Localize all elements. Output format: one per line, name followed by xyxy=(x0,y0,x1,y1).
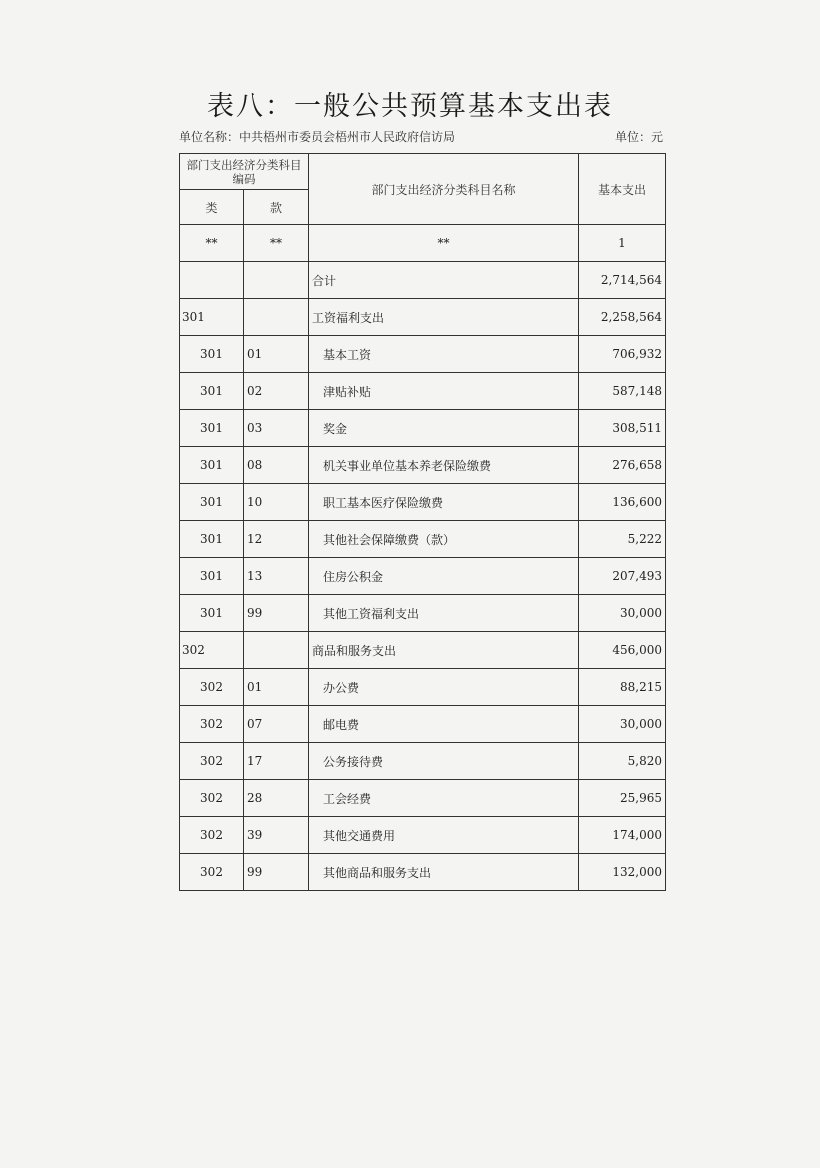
cell-name: 公务接待费 xyxy=(309,743,579,780)
cell-kuan: 12 xyxy=(244,521,309,558)
cell-amount: 587,148 xyxy=(579,373,666,410)
table-row xyxy=(180,669,666,706)
cell-name: 其他交通费用 xyxy=(309,817,579,854)
cell-amount: 308,511 xyxy=(579,410,666,447)
table-row xyxy=(180,410,666,447)
cell-lei: 301 xyxy=(180,373,244,410)
cell-kuan: 28 xyxy=(244,780,309,817)
cell-amount: 136,600 xyxy=(579,484,666,521)
header-kuan: 款 xyxy=(244,190,309,225)
cell-name: 办公费 xyxy=(309,669,579,706)
page-title: 表八：一般公共预算基本支出表 xyxy=(207,91,613,122)
cell-kuan: 03 xyxy=(244,410,309,447)
cell-kuan: 39 xyxy=(244,817,309,854)
table-row xyxy=(180,780,666,817)
table-row xyxy=(180,817,666,854)
cell-lei: 301 xyxy=(180,558,244,595)
cell-amount: 174,000 xyxy=(579,817,666,854)
cell-kuan: 99 xyxy=(244,854,309,891)
cell-amount: 2,714,564 xyxy=(579,262,666,299)
table-row xyxy=(180,854,666,891)
cell-amount: 456,000 xyxy=(579,632,666,669)
table-row xyxy=(180,336,666,373)
cell-amount: 30,000 xyxy=(579,595,666,632)
cell-name: 机关事业单位基本养老保险缴费 xyxy=(309,447,579,484)
cell-name: 奖金 xyxy=(309,410,579,447)
unit-name-value: 中共梧州市委员会梧州市人民政府信访局 xyxy=(239,130,456,144)
table-row xyxy=(180,595,666,632)
cell-kuan: 10 xyxy=(244,484,309,521)
marker-kuan: ** xyxy=(244,225,309,262)
cell-lei: 302 xyxy=(180,706,244,743)
document-meta xyxy=(179,128,663,145)
cell-name: 商品和服务支出 xyxy=(309,632,579,669)
cell-kuan: 17 xyxy=(244,743,309,780)
cell-kuan: 08 xyxy=(244,447,309,484)
cell-lei: 301 xyxy=(180,299,244,336)
cell-amount: 25,965 xyxy=(579,780,666,817)
cell-lei: 302 xyxy=(180,669,244,706)
header-lei: 类 xyxy=(180,190,244,225)
cell-lei: 301 xyxy=(180,447,244,484)
table-row xyxy=(180,558,666,595)
cell-lei xyxy=(180,262,244,299)
cell-name: 津贴补贴 xyxy=(309,373,579,410)
header-name: 部门支出经济分类科目名称 xyxy=(309,154,579,225)
cell-amount: 706,932 xyxy=(579,336,666,373)
header-amount: 基本支出 xyxy=(579,154,666,225)
cell-lei: 301 xyxy=(180,521,244,558)
table-row xyxy=(180,706,666,743)
cell-name: 其他工资福利支出 xyxy=(309,595,579,632)
cell-name: 基本工资 xyxy=(309,336,579,373)
currency-unit: 单位：元 xyxy=(614,130,663,144)
cell-kuan: 01 xyxy=(244,669,309,706)
unit-name-label: 单位名称： xyxy=(179,130,240,144)
cell-name: 工资福利支出 xyxy=(309,299,579,336)
cell-lei: 301 xyxy=(180,410,244,447)
cell-lei: 302 xyxy=(180,817,244,854)
cell-name: 职工基本医疗保险缴费 xyxy=(309,484,579,521)
cell-name: 邮电费 xyxy=(309,706,579,743)
cell-kuan: 02 xyxy=(244,373,309,410)
table-row xyxy=(180,262,666,299)
cell-kuan xyxy=(244,632,309,669)
cell-lei: 301 xyxy=(180,484,244,521)
table-row xyxy=(180,373,666,410)
marker-lei: ** xyxy=(180,225,244,262)
cell-lei: 301 xyxy=(180,595,244,632)
cell-lei: 302 xyxy=(180,632,244,669)
header-code-group: 部门支出经济分类科目编码 xyxy=(180,154,309,190)
cell-kuan: 13 xyxy=(244,558,309,595)
cell-amount: 5,222 xyxy=(579,521,666,558)
table-row xyxy=(180,484,666,521)
cell-name: 工会经费 xyxy=(309,780,579,817)
cell-lei: 302 xyxy=(180,743,244,780)
table-row xyxy=(180,299,666,336)
table-row xyxy=(180,447,666,484)
cell-amount: 132,000 xyxy=(579,854,666,891)
cell-kuan: 07 xyxy=(244,706,309,743)
cell-lei: 302 xyxy=(180,854,244,891)
cell-amount: 2,258,564 xyxy=(579,299,666,336)
table-row xyxy=(180,521,666,558)
cell-name: 住房公积金 xyxy=(309,558,579,595)
cell-amount: 5,820 xyxy=(579,743,666,780)
cell-kuan: 01 xyxy=(244,336,309,373)
cell-kuan: 99 xyxy=(244,595,309,632)
cell-lei: 301 xyxy=(180,336,244,373)
table-row xyxy=(180,632,666,669)
budget-table xyxy=(179,153,666,891)
cell-amount: 207,493 xyxy=(579,558,666,595)
cell-amount: 276,658 xyxy=(579,447,666,484)
cell-name: 合计 xyxy=(309,262,579,299)
cell-lei: 302 xyxy=(180,780,244,817)
cell-name: 其他社会保障缴费（款） xyxy=(309,521,579,558)
marker-name: ** xyxy=(309,225,579,262)
cell-kuan xyxy=(244,299,309,336)
marker-amount: 1 xyxy=(579,225,666,262)
table-row xyxy=(180,743,666,780)
cell-name: 其他商品和服务支出 xyxy=(309,854,579,891)
cell-amount: 88,215 xyxy=(579,669,666,706)
marker-row xyxy=(180,225,666,262)
cell-kuan xyxy=(244,262,309,299)
cell-amount: 30,000 xyxy=(579,706,666,743)
